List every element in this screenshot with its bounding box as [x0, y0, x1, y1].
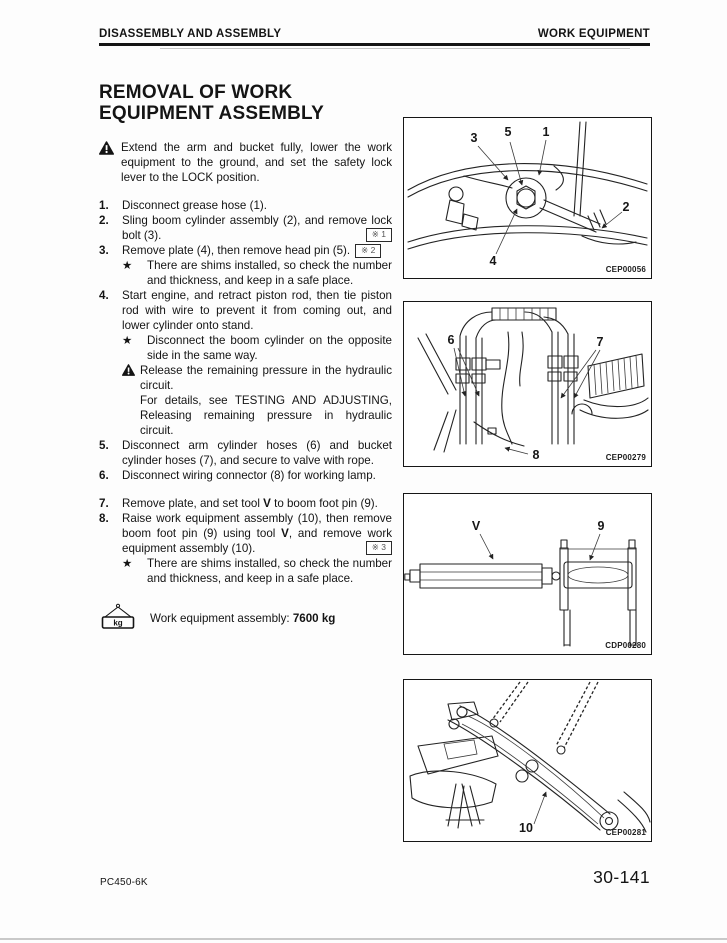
step-2: 2. Sling boom cylinder assembly (2), and remove lock bolt (3). ※ 1 [99, 214, 392, 242]
step-group-spacer [99, 483, 392, 496]
figure-callout: 7 [596, 335, 604, 349]
procedure-text-column [99, 140, 392, 634]
star-bullet: ★ [122, 334, 133, 347]
page-title-line2: EQUIPMENT ASSEMBLY [99, 103, 324, 124]
figure-code: CEP00056 [605, 265, 646, 274]
figure-callout: 2 [622, 200, 630, 214]
figure-code: CEP00281 [605, 828, 646, 837]
step-3: 3. Remove plate (4), then remove head pin (5). ※ 2 ★ There are shims installed, so check the number and thickness, and keep in a safe place. [99, 244, 392, 287]
safety-warning-text: Extend the arm and bucket fully, lower the work equipment to the ground, and set the safety lock lever to the LOCK position. [121, 141, 392, 184]
warning-triangle-icon [99, 140, 114, 185]
step-5: 5. Disconnect arm cylinder hoses (6) and bucket cylinder hoses (7), and secure to valve with rope. [99, 439, 392, 467]
svg-text:kg: kg [113, 618, 123, 628]
header-chapter-title: WORK EQUIPMENT [537, 28, 650, 40]
page-title [99, 82, 324, 124]
figure-code: CEP00279 [605, 453, 646, 462]
step-6: 6. Disconnect wiring connector (8) for working lamp. [99, 469, 376, 482]
step-4-note: ★ Disconnect the boom cylinder on the opposite side in the same way. [122, 334, 392, 362]
weight-text: Work equipment assembly: 7600 kg [150, 612, 336, 625]
step-8: 8. Raise work equipment assembly (10), then remove boom foot pin (9) using tool V, and remove work equipment assembly (10). ※ 3 ★ There are shims installed, so check the number and thickness, and keep in a safe place. [99, 512, 392, 585]
figure-assembly-lift [403, 679, 652, 842]
figure-callout: 9 [597, 519, 605, 533]
star-bullet: ★ [122, 259, 133, 272]
figure-4-illustration [404, 680, 651, 841]
warning-triangle-icon [122, 363, 135, 438]
footer-page-number: 30-141 [593, 867, 650, 887]
step-4-warning: Release the remaining pressure in the hydraulic circuit. For details, see TESTING AND ADJUSTING, Releasing remaining pressure in hydraulic circuit. [122, 363, 392, 438]
step-1: 1. Disconnect grease hose (1). [99, 199, 267, 212]
figure-1-illustration [404, 118, 651, 278]
figure-callout: 1 [542, 125, 550, 139]
figure-code: CDP00280 [605, 641, 646, 650]
header-rule-shadow [160, 48, 630, 49]
reference-marker-3: ※ 3 [366, 541, 392, 555]
figure-3-illustration [404, 494, 651, 654]
safety-warning [99, 140, 392, 185]
step-8-note: ★ There are shims installed, so check the number and thickness, and keep in a safe place. [122, 557, 392, 585]
figure-callout: 10 [519, 821, 533, 835]
header-rule [99, 43, 650, 46]
star-bullet: ★ [122, 557, 133, 570]
step-4: 4. Start engine, and retract piston rod, then tie piston rod with wire to prevent it from coming out, and lower cylinder onto stand. ★ Disconnect the boom cylinder on the opposite side in the same way. Release the remaining pressure in the hydraulic circuit. For details, see TESTING AND ADJUSTING, Releasing remaining pressure in hydraulic circuit. [99, 289, 392, 437]
step-3-note: ★ There are shims installed, so check the number and thickness, and keep in a safe place. [122, 259, 392, 287]
figure-callout: 6 [447, 333, 455, 347]
figure-callout: 8 [532, 448, 540, 462]
figure-tool-v-pin [403, 493, 652, 655]
reference-marker-1: ※ 1 [366, 228, 392, 242]
figure-callout: 5 [504, 125, 512, 139]
header-section-title: DISASSEMBLY AND ASSEMBLY [99, 28, 282, 40]
figure-callout: 3 [470, 131, 478, 145]
figure-head-pin [403, 117, 652, 279]
bottom-scan-edge [0, 938, 727, 940]
sling-weight-icon [99, 603, 139, 634]
figure-2-illustration [404, 302, 651, 466]
procedure-steps [99, 198, 392, 634]
reference-marker-2: ※ 2 [355, 244, 381, 258]
page-title-line1: REMOVAL OF WORK [99, 82, 293, 103]
step-7: 7. Remove plate, and set tool V to boom foot pin (9). [99, 497, 378, 510]
figure-callout: V [471, 519, 481, 533]
weight-note [99, 603, 392, 634]
footer-model-number: PC450-6K [100, 877, 148, 888]
figure-callout: 4 [489, 254, 497, 268]
figure-cylinder-hoses [403, 301, 652, 467]
